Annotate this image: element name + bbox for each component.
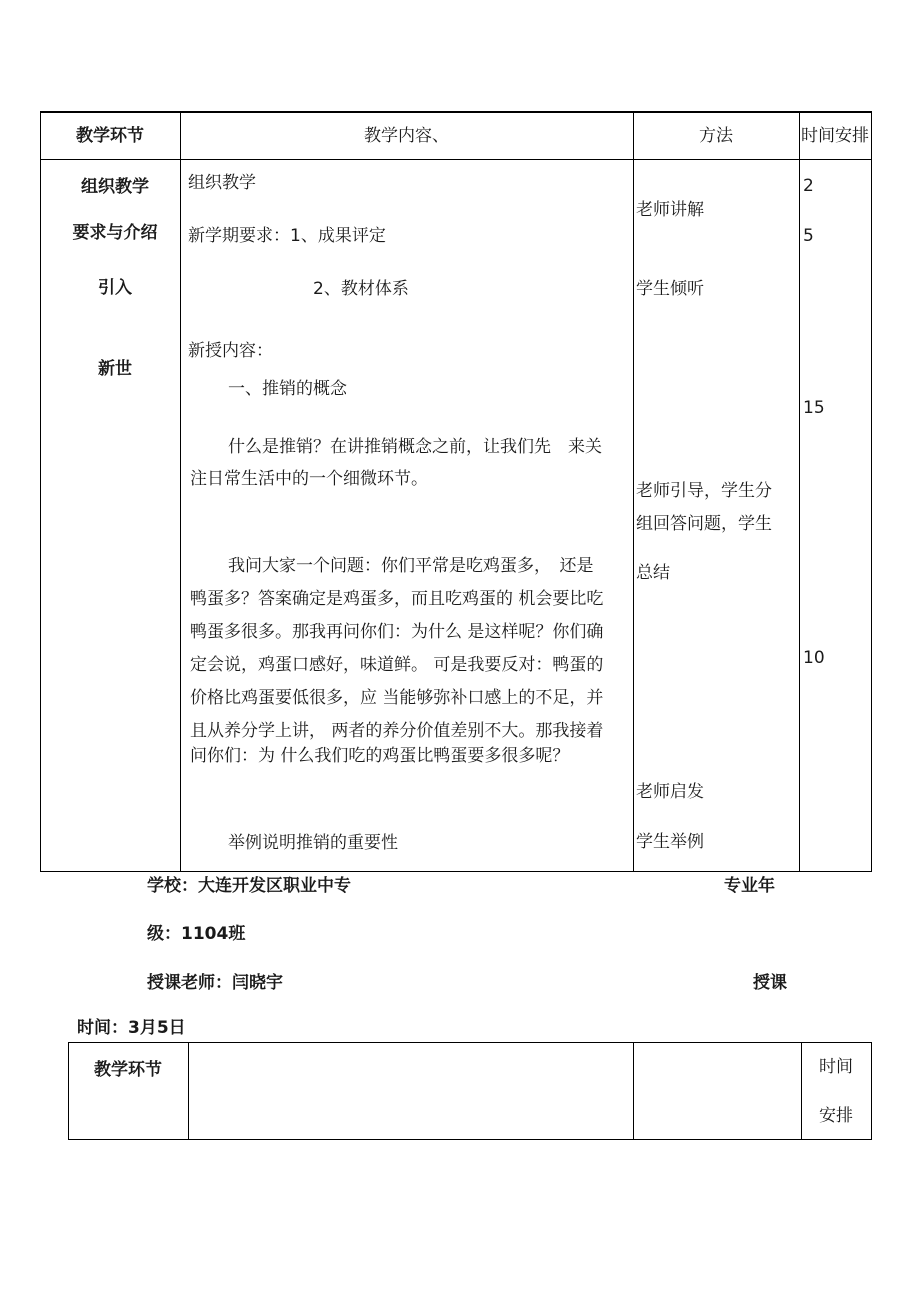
paragraph-line: 什么是推销？在讲推销概念之前，让我们先 来关: [228, 437, 602, 457]
school-label: 学校：大连开发区职业中专: [147, 876, 351, 896]
method-item: 学生倾听: [636, 279, 704, 299]
date-value: 时间：3月5日: [77, 1018, 186, 1038]
table-col-divider: [188, 1042, 189, 1140]
stage-item: 组织教学: [81, 177, 149, 197]
major-label: 专业年: [724, 876, 775, 896]
method-item: 老师启发: [636, 782, 704, 802]
table-border-left: [68, 1042, 69, 1140]
paragraph-line: 鸭蛋多很多。那我再问你们：为什么 是这样呢？你们确: [190, 622, 604, 642]
table-col-divider: [633, 111, 634, 872]
method-item: 总结: [636, 563, 670, 583]
table-border-bottom: [40, 871, 872, 872]
time-value: 5: [803, 226, 814, 246]
paragraph-line: 问你们：为 什么我们吃的鸡蛋比鸭蛋要多很多呢？: [190, 746, 570, 766]
header-teaching-stage: 教学环节: [94, 1060, 162, 1080]
header-method: 方法: [699, 126, 733, 146]
content-line: 2、教材体系: [313, 279, 409, 299]
class-label: 级：1104班: [147, 924, 246, 944]
content-line: 组织教学: [188, 173, 256, 193]
table-border-right: [871, 1042, 872, 1140]
table-header-divider: [40, 159, 872, 160]
method-item: 组回答问题，学生: [636, 514, 772, 534]
teacher-label: 授课老师：闫晓宇: [147, 973, 283, 993]
header-time: 时间安排: [801, 126, 869, 146]
table-col-divider: [799, 111, 800, 872]
table-col-divider: [633, 1042, 634, 1140]
time-value: 2: [803, 176, 814, 196]
content-line: 新学期要求：1、成果评定: [188, 226, 386, 246]
header-teaching-content: 教学内容、: [364, 126, 449, 146]
time-value: 10: [803, 648, 825, 668]
stage-item: 新世: [98, 359, 132, 379]
content-line: 举例说明推销的重要性: [228, 833, 398, 853]
header-time: 时间: [819, 1057, 853, 1077]
content-line: 一、推销的概念: [228, 379, 347, 399]
stage-item: 引入: [98, 278, 132, 298]
paragraph-line: 定会说，鸡蛋口感好，味道鲜。 可是我要反对：鸭蛋的: [190, 655, 604, 675]
table-border-right: [871, 111, 872, 872]
paragraph-line: 注日常生活中的一个细微环节。: [190, 469, 428, 489]
paragraph-line: 我问大家一个问题：你们平常是吃鸡蛋多， 还是: [228, 556, 594, 576]
method-item: 学生举例: [636, 832, 704, 852]
date-label: 授课: [753, 973, 787, 993]
time-value: 15: [803, 398, 825, 418]
method-item: 老师讲解: [636, 200, 704, 220]
table-border-top: [40, 111, 872, 113]
stage-item: 要求与介绍: [72, 223, 158, 243]
paragraph-line: 且从养分学上讲， 两者的养分价值差别不大。那我接着: [190, 721, 604, 741]
header-teaching-stage: 教学环节: [76, 126, 144, 146]
method-item: 老师引导，学生分: [636, 481, 772, 501]
header-time: 安排: [819, 1106, 853, 1126]
content-line: 新授内容：: [188, 341, 273, 361]
paragraph-line: 鸭蛋多？答案确定是鸡蛋多，而且吃鸡蛋的 机会要比吃: [190, 589, 604, 609]
paragraph-line: 价格比鸡蛋要低很多，应 当能够弥补口感上的不足，并: [190, 688, 604, 708]
